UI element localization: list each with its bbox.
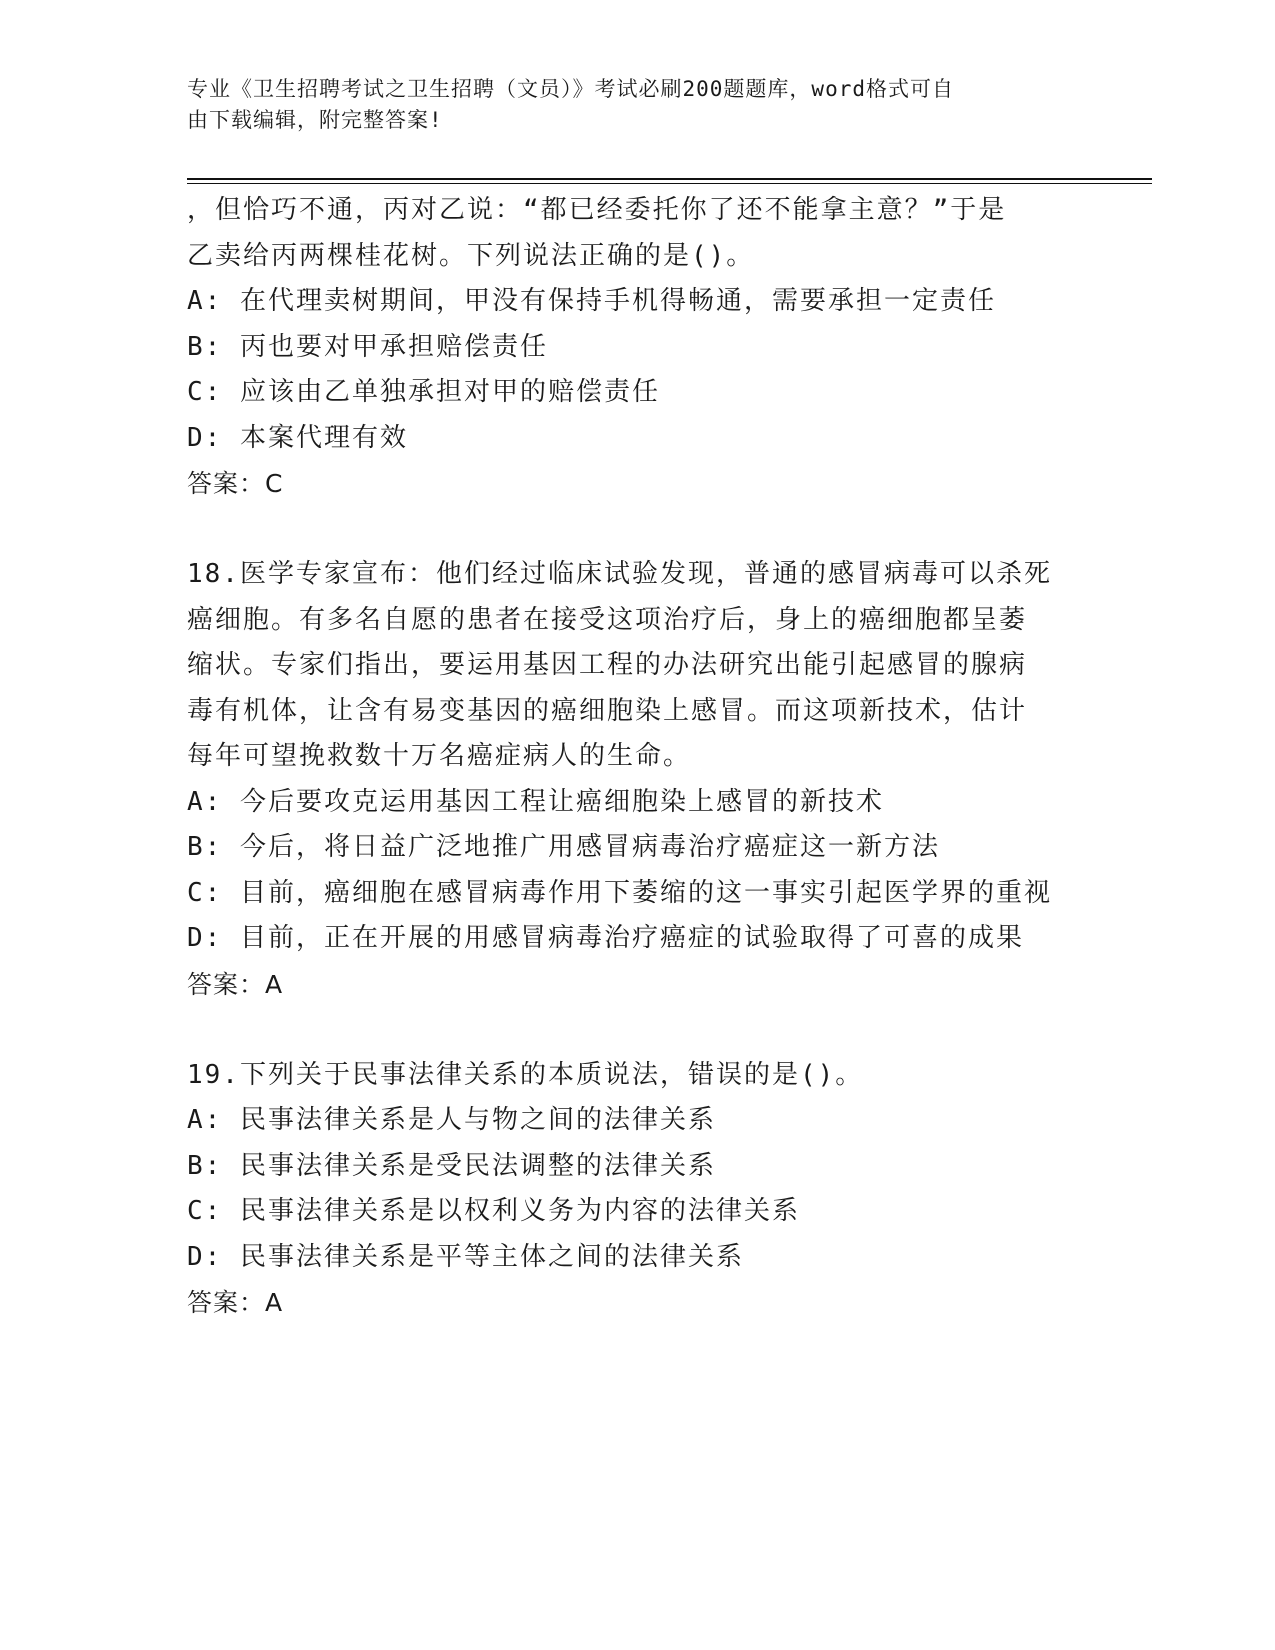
question-stem-line: ，但恰巧不通，丙对乙说：“都已经委托你了还不能拿主意？”于是 [187,195,1007,225]
option-d: D: 目前，正在开展的用感冒病毒治疗癌症的试验取得了可喜的成果 [187,923,1024,953]
option-d: D: 本案代理有效 [187,422,408,453]
question-stem-line: 每年可望挽救数十万名癌症病人的生命。 [187,741,692,771]
question-18 [187,552,1087,1007]
answer-line: 答案：C [187,469,284,498]
question-stem-line: 18.医学专家宣布：他们经过临床试验发现，普通的感冒病毒可以杀死 [187,559,1052,589]
page-header [187,74,1067,136]
question-spacer [187,1007,1087,1053]
header-line-2: 由下载编辑，附完整答案! [187,108,443,132]
option-b: B: 民事法律关系是受民法调整的法律关系 [187,1150,716,1181]
question-stem-line: 乙卖给丙两棵桂花树。下列说法正确的是()。 [187,240,755,271]
document-body [187,188,1087,1326]
question-stem-line: 19.下列关于民事法律关系的本质说法，错误的是()。 [187,1059,864,1090]
question-19 [187,1053,1087,1326]
answer-line: 答案：A [187,1288,284,1317]
question-spacer [187,507,1087,553]
question-stem-line: 毒有机体，让含有易变基因的癌细胞染上感冒。而这项新技术，估计 [187,695,1028,726]
option-a: A: 今后要攻克运用基因工程让癌细胞染上感冒的新技术 [187,786,884,817]
option-c: C: 应该由乙单独承担对甲的赔偿责任 [187,377,660,407]
option-a: A: 在代理卖树期间，甲没有保持手机得畅通，需要承担一定责任 [187,286,996,316]
option-a: A: 民事法律关系是人与物之间的法律关系 [187,1105,716,1135]
question-stem-line: 癌细胞。有多名自愿的患者在接受这项治疗后，身上的癌细胞都呈萎 [187,604,1028,635]
question-17 [187,188,1087,507]
option-b: B: 今后，将日益广泛地推广用感冒病毒治疗癌症这一新方法 [187,832,940,862]
header-line-1: 专业《卫生招聘考试之卫生招聘（文员）》考试必刷200题题库，word格式可自 [187,77,954,101]
header-divider-thin [187,183,1152,184]
option-c: C: 民事法律关系是以权利义务为内容的法律关系 [187,1196,800,1226]
answer-line: 答案：A [187,969,284,999]
option-b: B: 丙也要对甲承担赔偿责任 [187,331,548,362]
header-divider-thick [187,178,1152,180]
question-stem-line: 缩状。专家们指出，要运用基因工程的办法研究出能引起感冒的腺病 [187,650,1028,680]
option-d: D: 民事法律关系是平等主体之间的法律关系 [187,1241,744,1272]
option-c: C: 目前，癌细胞在感冒病毒作用下萎缩的这一事实引起医学界的重视 [187,877,1052,908]
